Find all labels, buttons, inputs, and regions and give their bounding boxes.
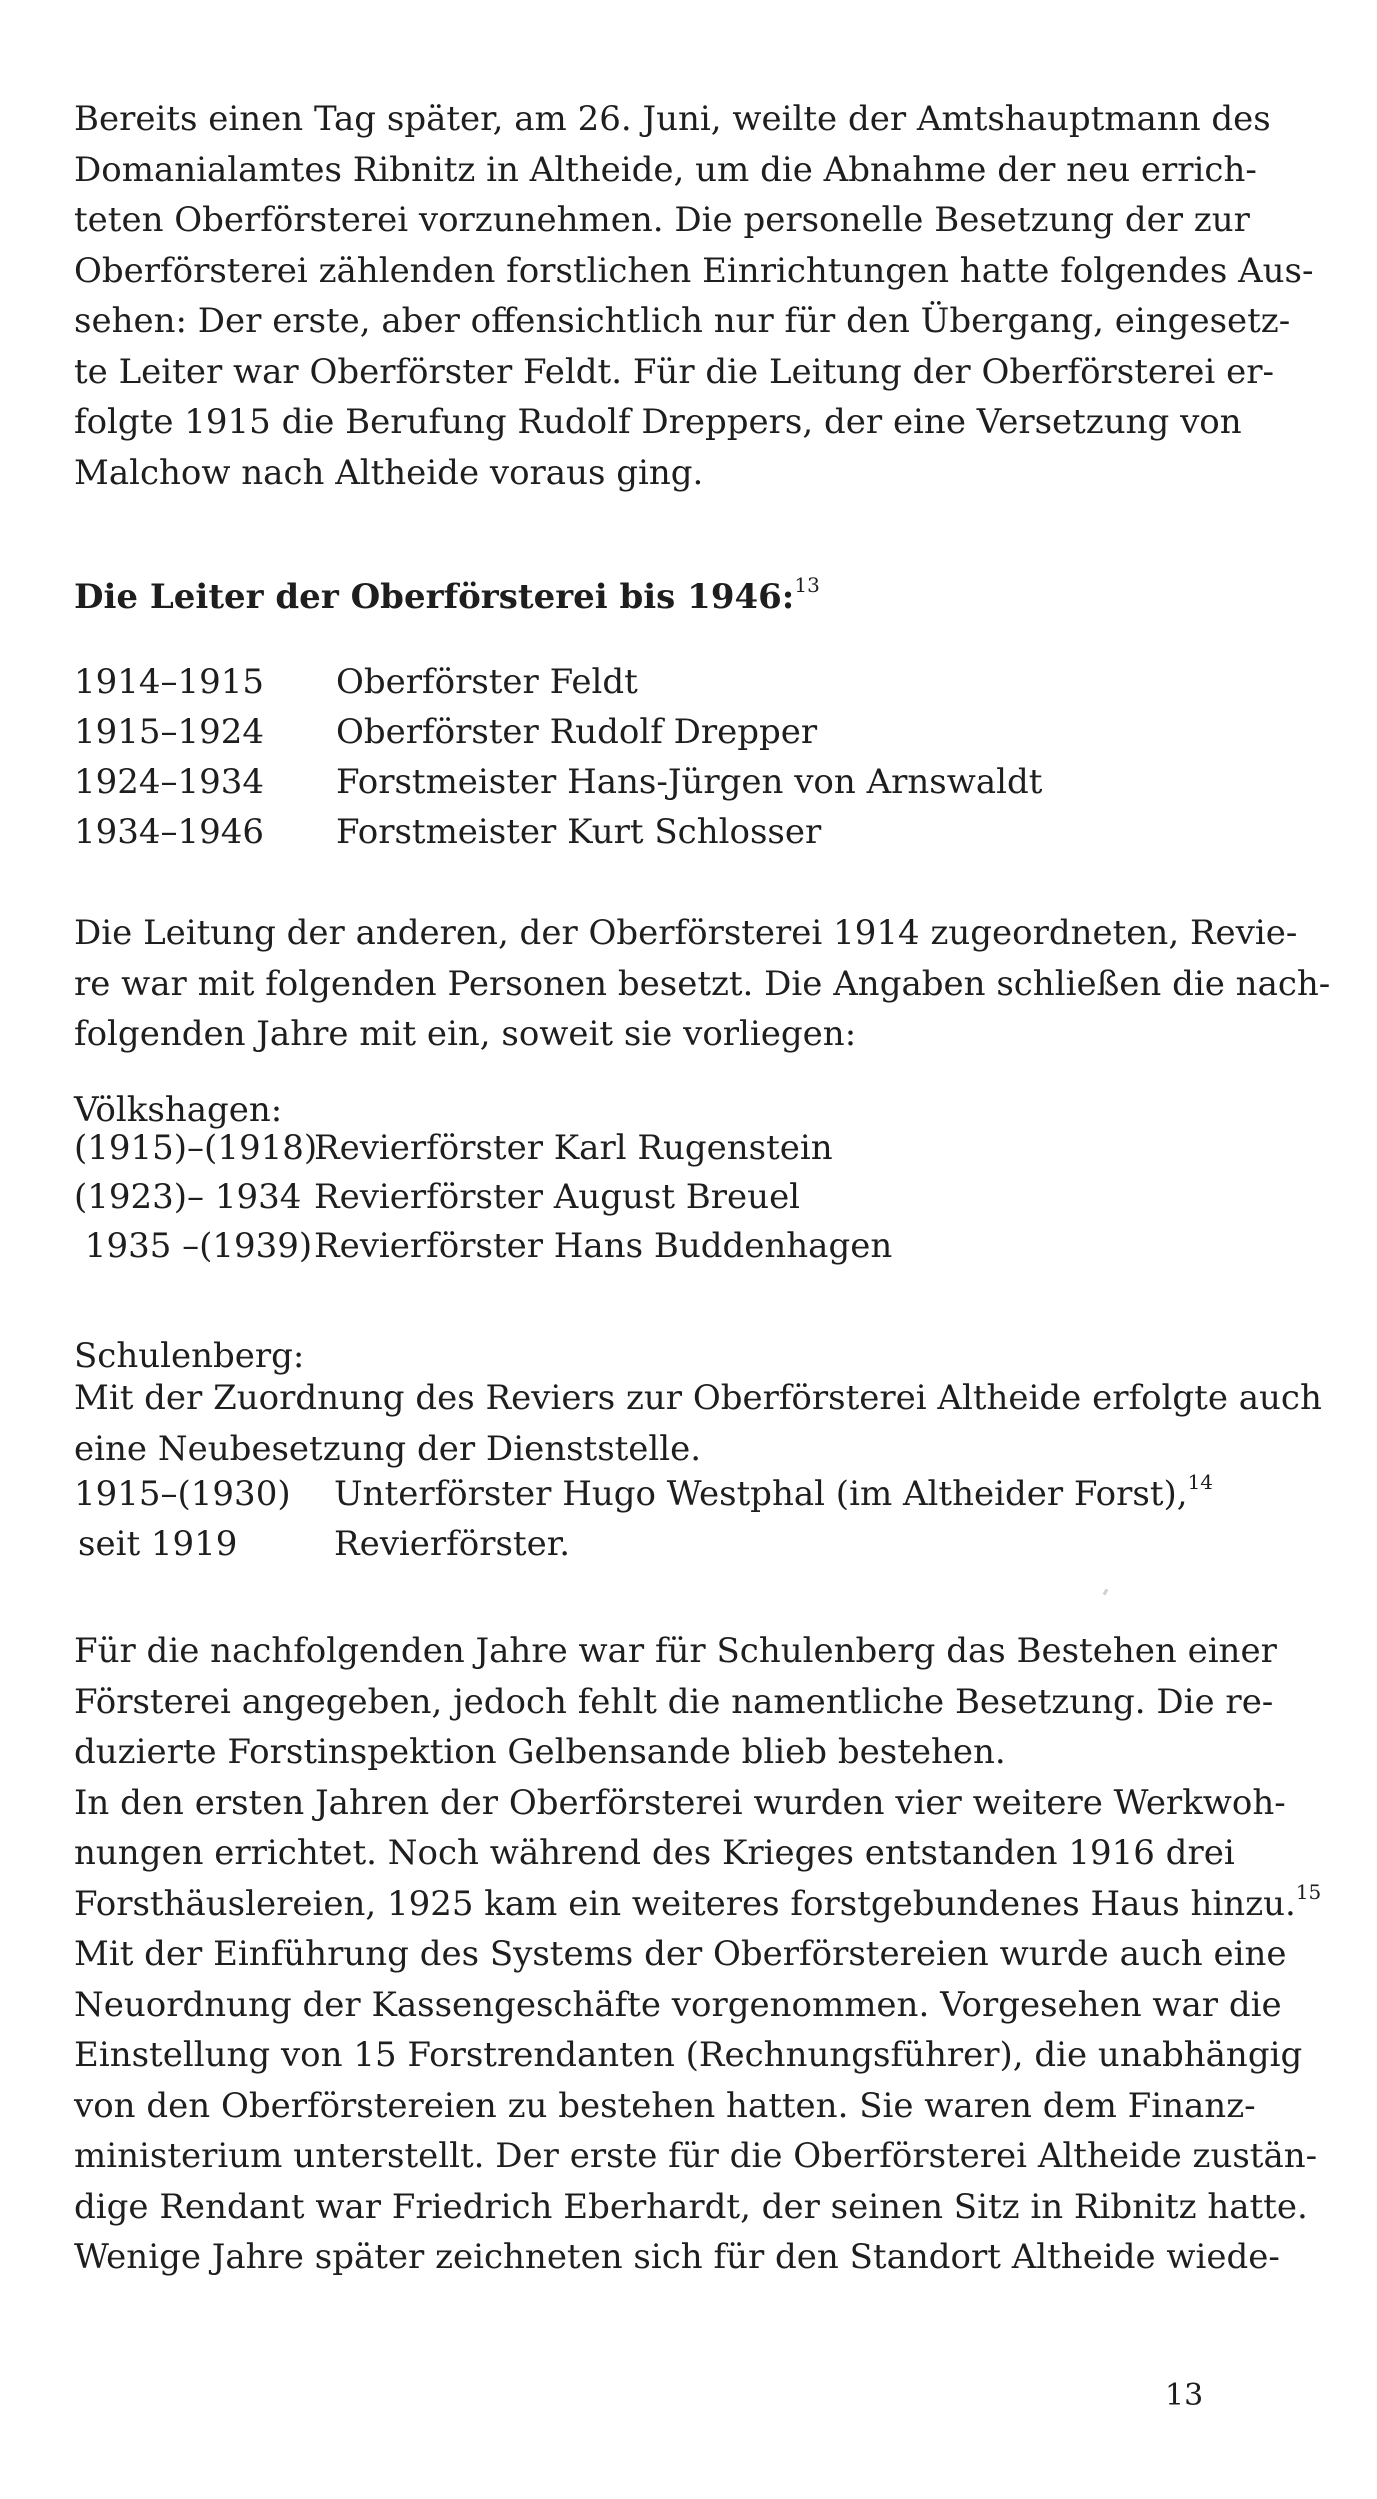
text-line: [74, 1879, 1322, 1930]
text-line: Für die nachfolgenden Jahre war für Schulenberg das Bestehen einer: [74, 1631, 1277, 1671]
person: Oberförster Rudolf Drepper: [336, 712, 818, 752]
text-line: Oberförsterei zählenden forstlichen Einrichtungen hatte folgendes Aus-: [74, 250, 1314, 291]
scan-speck: [1103, 1589, 1109, 1596]
text-line: Malchow nach Altheide voraus ging.: [74, 452, 704, 493]
forester-row: [74, 1226, 1210, 1276]
district-label-voelkshagen: Völkshagen:: [74, 1090, 283, 1130]
text-line: folgte 1915 die Berufung Rudolf Dreppers, der eine Versetzung von: [74, 402, 1242, 442]
schulenberg-paragraph: [74, 1373, 1322, 1474]
years: 1914–1915: [74, 662, 265, 702]
person-name: Unterförster Hugo Westphal (im Altheider Forst),: [334, 1474, 1188, 1514]
section-heading: [74, 573, 820, 617]
text-line: von den Oberförstereien zu bestehen hatten. Sie waren dem Finanz-: [74, 2085, 1256, 2126]
forester-row: [74, 1177, 1210, 1227]
text-line: sehen: Der erste, aber offensichtlich nur für den Übergang, eingesetz-: [74, 301, 1291, 341]
leader-row: [74, 712, 1210, 762]
text-line: Wenige Jahre später zeichneten sich für den Standort Altheide wiede-: [74, 2237, 1280, 2277]
text-line: Mit der Zuordnung des Reviers zur Oberförsterei Altheide erfolgte auch: [74, 1378, 1322, 1418]
person: [334, 1470, 1214, 1514]
intro-paragraph: [74, 94, 1314, 498]
text-line: duzierte Forstinspektion Gelbensande blieb bestehen.: [74, 1732, 1006, 1772]
closing-paragraph: [74, 1626, 1322, 2283]
text-line-body: Forsthäuslereien, 1925 kam ein weiteres forstgebundenes Haus hinzu.: [74, 1883, 1296, 1924]
text-line: Die Leitung der anderen, der Oberförsterei 1914 zugeordneten, Revie-: [74, 913, 1298, 953]
text-line: folgenden Jahre mit ein, soweit sie vorliegen:: [74, 1014, 857, 1054]
district-label-schulenberg: Schulenberg:: [74, 1336, 305, 1376]
text-line: Försterei angegeben, jedoch fehlt die namentliche Besetzung. Die re-: [74, 1681, 1274, 1722]
text-line: te Leiter war Oberförster Feldt. Für die Leitung der Oberförsterei er-: [74, 351, 1274, 392]
leader-row: [74, 662, 1210, 712]
text-line: Bereits einen Tag später, am 26. Juni, weilte der Amtshauptmann des: [74, 99, 1271, 139]
text-line: teten Oberförsterei vorzunehmen. Die personelle Besetzung der zur: [74, 200, 1250, 240]
text-line: Domanialamtes Ribnitz in Altheide, um die Abnahme der neu errich-: [74, 149, 1257, 190]
years: seit 1919: [78, 1524, 238, 1564]
text-line: In den ersten Jahren der Oberförsterei wurden vier weitere Werkwoh-: [74, 1782, 1286, 1823]
text-line: re war mit folgenden Personen besetzt. Die Angaben schließen die nach-: [74, 963, 1331, 1004]
footnote-ref: 13: [794, 573, 820, 597]
text-line: eine Neubesetzung der Dienststelle.: [74, 1428, 702, 1469]
person: Revierförster Hans Buddenhagen: [314, 1226, 893, 1266]
years: 1924–1934: [74, 762, 265, 802]
person: Oberförster Feldt: [336, 662, 638, 702]
years: (1915)–(1918): [74, 1128, 318, 1168]
person: Revierförster August Breuel: [314, 1177, 801, 1217]
years: (1923)– 1934: [74, 1177, 302, 1217]
text-line: nungen errichtet. Noch während des Krieges entstanden 1916 drei: [74, 1833, 1235, 1873]
text-line: Neuordnung der Kassengeschäfte vorgenommen. Vorgesehen war die: [74, 1984, 1282, 2025]
footnote-ref: 15: [1295, 1879, 1322, 1904]
years: 1935 –(1939): [74, 1226, 313, 1266]
text-line: Einstellung von 15 Forstrendanten (Rechnungsführer), die unabhängig: [74, 2035, 1303, 2075]
years: 1915–(1930): [74, 1474, 291, 1514]
years: 1934–1946: [74, 812, 265, 852]
heading-text: Die Leiter der Oberförsterei bis 1946:: [74, 577, 795, 617]
footnote-ref: 14: [1187, 1470, 1214, 1494]
forester-row: [74, 1470, 1214, 1524]
leader-row: [74, 812, 1210, 862]
text-line: ministerium unterstellt. Der erste für die Oberförsterei Altheide zustän-: [74, 2136, 1318, 2176]
person: Revierförster Karl Rugenstein: [314, 1128, 833, 1168]
person: Forstmeister Kurt Schlosser: [336, 812, 822, 852]
districts-paragraph: [74, 908, 1331, 1060]
forester-row: [74, 1524, 1210, 1574]
years: 1915–1924: [74, 712, 265, 752]
leader-row: [74, 762, 1210, 812]
text-line: dige Rendant war Friedrich Eberhardt, der seinen Sitz in Ribnitz hatte.: [74, 2186, 1308, 2227]
text-line: Mit der Einführung des Systems der Oberförstereien wurde auch eine: [74, 1934, 1287, 1974]
page-number: 13: [1165, 2378, 1204, 2413]
person: Revierförster.: [334, 1524, 571, 1564]
forester-row: [74, 1128, 1210, 1178]
person: Forstmeister Hans-Jürgen von Arnswaldt: [336, 762, 1043, 802]
